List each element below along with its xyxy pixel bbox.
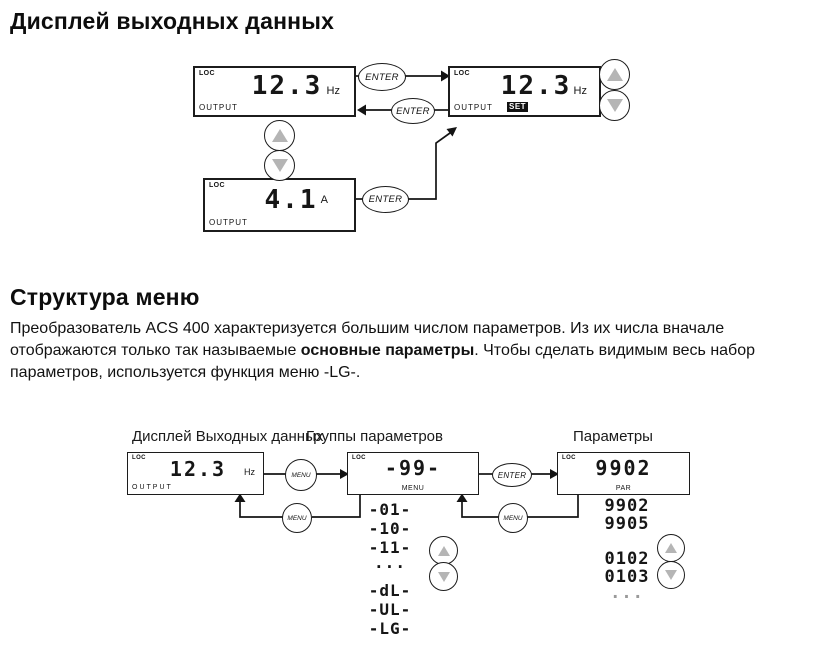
label-output-display: Дисплей Выходных данных bbox=[132, 428, 324, 445]
enter-button-label: ENTER bbox=[396, 105, 430, 117]
group-value: -99- bbox=[384, 456, 442, 480]
enter-button bbox=[358, 63, 406, 91]
current-display bbox=[203, 178, 356, 232]
menu-button bbox=[285, 459, 317, 491]
menu-button bbox=[498, 503, 528, 533]
menu-button-label: MENU bbox=[503, 514, 523, 522]
loc-indicator: LOC bbox=[209, 182, 225, 189]
group-list-item: -dL- bbox=[368, 581, 412, 600]
paragraph-line: весь набор параметров, используется функция меню -LG-. bbox=[10, 342, 756, 381]
output-mode-label: OUTPUT bbox=[132, 484, 173, 491]
unit-label: Hz bbox=[326, 85, 340, 97]
intro-paragraph bbox=[10, 318, 824, 384]
enter-button-label: ENTER bbox=[497, 470, 527, 480]
down-arrow-button bbox=[264, 150, 295, 181]
frequency-value: 12.3 bbox=[500, 71, 572, 101]
output-mode-label: OUTPUT bbox=[454, 103, 493, 112]
down-triangle-icon bbox=[665, 570, 677, 580]
unit-label: Hz bbox=[573, 85, 587, 97]
param-list-ellipsis: ... bbox=[610, 583, 644, 603]
down-arrow-button bbox=[599, 90, 630, 121]
up-triangle-icon bbox=[272, 129, 288, 142]
up-triangle-icon bbox=[607, 68, 623, 81]
output-mode-label: OUTPUT bbox=[199, 103, 238, 112]
output-mode-label: OUTPUT bbox=[209, 218, 248, 227]
up-arrow-button bbox=[599, 59, 630, 90]
menu-button bbox=[282, 503, 312, 533]
menu-button-label: MENU bbox=[291, 471, 311, 479]
enter-button bbox=[492, 463, 532, 487]
current-value: 4.1 bbox=[264, 185, 318, 215]
down-triangle-icon bbox=[272, 159, 288, 172]
paragraph-text: . Чтобы сделать видимым bbox=[474, 342, 668, 359]
frequency-value: 12.3 bbox=[251, 71, 323, 101]
section2-title: Структура меню bbox=[10, 284, 200, 310]
loc-indicator: LOC bbox=[454, 70, 470, 77]
label-param-groups: Группы параметров bbox=[306, 428, 443, 445]
paragraph-text: вначале отображаются только так называемые bbox=[10, 320, 725, 359]
par-mode-label: PAR bbox=[615, 485, 632, 492]
enter-button-label: ENTER bbox=[365, 71, 399, 83]
group-list-item: -11- bbox=[368, 538, 412, 557]
group-list-ellipsis: ... bbox=[374, 553, 406, 572]
set-badge: SET bbox=[509, 102, 527, 111]
down-arrow-button bbox=[429, 562, 458, 591]
menu-mode-label: MENU bbox=[401, 485, 425, 492]
up-triangle-icon bbox=[438, 546, 450, 556]
loc-indicator: LOC bbox=[352, 455, 366, 461]
label-params: Параметры bbox=[573, 428, 653, 445]
param-list-item: 9902 bbox=[604, 496, 650, 516]
output-display-set bbox=[448, 66, 601, 117]
group-list-item: -01- bbox=[368, 500, 412, 519]
param-list-item: 0103 bbox=[604, 567, 650, 587]
display-params bbox=[557, 452, 690, 495]
loc-indicator: LOC bbox=[199, 70, 215, 77]
param-list-item: 9905 bbox=[604, 514, 650, 534]
frequency-value: 12.3 bbox=[169, 457, 227, 481]
output-display-left bbox=[193, 66, 356, 117]
up-arrow-button bbox=[657, 534, 685, 562]
group-list-item: -LG- bbox=[368, 619, 412, 638]
enter-button bbox=[391, 98, 435, 124]
param-value: 9902 bbox=[595, 456, 652, 480]
up-triangle-icon bbox=[665, 543, 677, 553]
display-groups bbox=[347, 452, 479, 495]
param-list-item: 0102 bbox=[604, 549, 650, 569]
unit-label: Hz bbox=[244, 467, 255, 477]
up-arrow-button bbox=[429, 536, 458, 565]
menu-button-label: MENU bbox=[287, 514, 307, 522]
down-triangle-icon bbox=[438, 572, 450, 582]
display-output bbox=[127, 452, 264, 495]
loc-indicator: LOC bbox=[562, 455, 576, 461]
paragraph-line: Преобразователь ACS 400 характеризуется большим числом параметров. Из их числа bbox=[10, 320, 659, 337]
down-arrow-button bbox=[657, 561, 685, 589]
loc-indicator: LOC bbox=[132, 455, 146, 461]
unit-label: A bbox=[320, 194, 328, 206]
enter-button bbox=[362, 186, 409, 213]
group-list-item: -10- bbox=[368, 519, 412, 538]
down-triangle-icon bbox=[607, 99, 623, 112]
paragraph-bold-text: основные параметры bbox=[300, 342, 475, 359]
up-arrow-button bbox=[264, 120, 295, 151]
section1-title: Дисплей выходных данных bbox=[10, 8, 335, 34]
enter-button-label: ENTER bbox=[368, 194, 403, 205]
group-list-item: -UL- bbox=[368, 600, 412, 619]
